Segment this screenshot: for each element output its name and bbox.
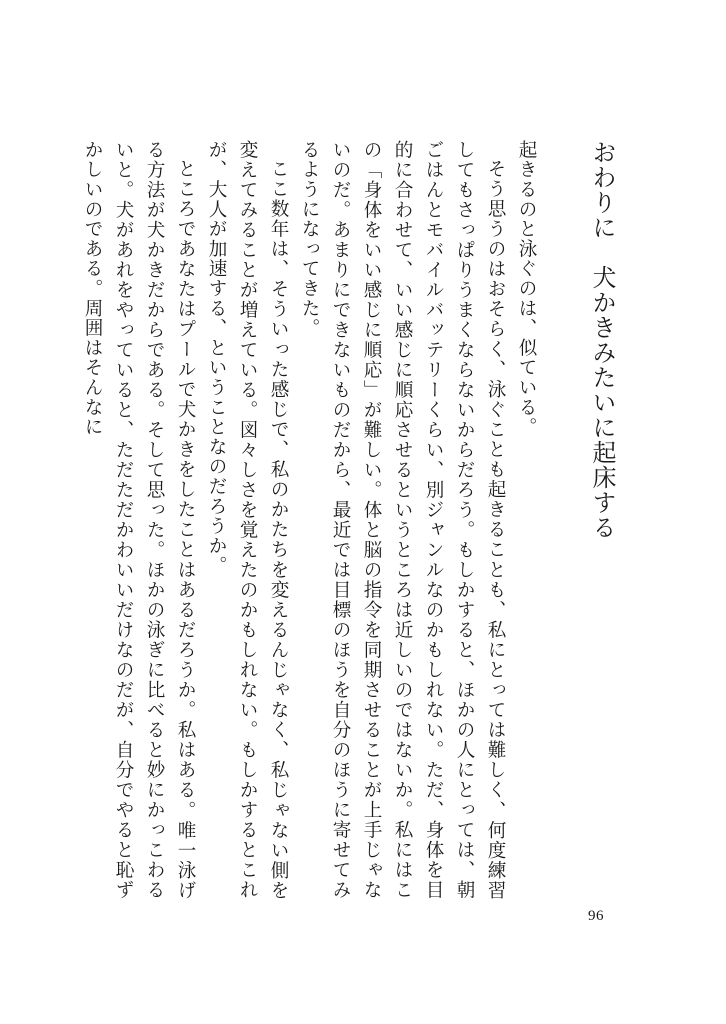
paragraph-4: ところであなたはプールで犬かきをしたことはあるだろうか。私はある。唯一泳げる方法が犬かきだからである。そして思った。ほかの泳ぎに比べると妙にかっこわるいと。犬があれをやっていると、ただただかわいいだけなのだが、自分でやると恥ずかしいのである。周囲はそんなに: [82, 140, 196, 900]
page-number: 96: [588, 908, 604, 924]
body-text: [82, 140, 542, 900]
paragraph-2: そう思うのはおそらく、泳ぐことも起きることも、私にとっては難しく、何度練習してもさっぱりうまくならないからだろう。もしかすると、ほかの人にとっては、朝ごはんとモバイルバッテリーくらい、別ジャンルなのかもしれない。ただ、身体を目的に合わせて、いい感じに順応させるというところは近しいのではないか。私にはこの「身体をいい感じに順応」が難しい。体と脳の指令を同期させることが上手じゃないのだ。あまりにできないものだから、最近では目標のほうを自分のほうに寄せてみるようになってきた。: [299, 140, 506, 900]
paragraph-1: 起きるのと泳ぐのは、似ている。: [516, 140, 537, 437]
paragraph-3: ここ数年は、そういった感じで、私のかたちを変えるんじゃなく、私じゃない側を変えてみることが増えている。図々しさを覚えたのかもしれない。もしかするとこれが、大人が加速する、ということなのだろうか。: [206, 140, 289, 900]
chapter-title: おわりに 犬かきみたいに起床する: [588, 140, 616, 540]
